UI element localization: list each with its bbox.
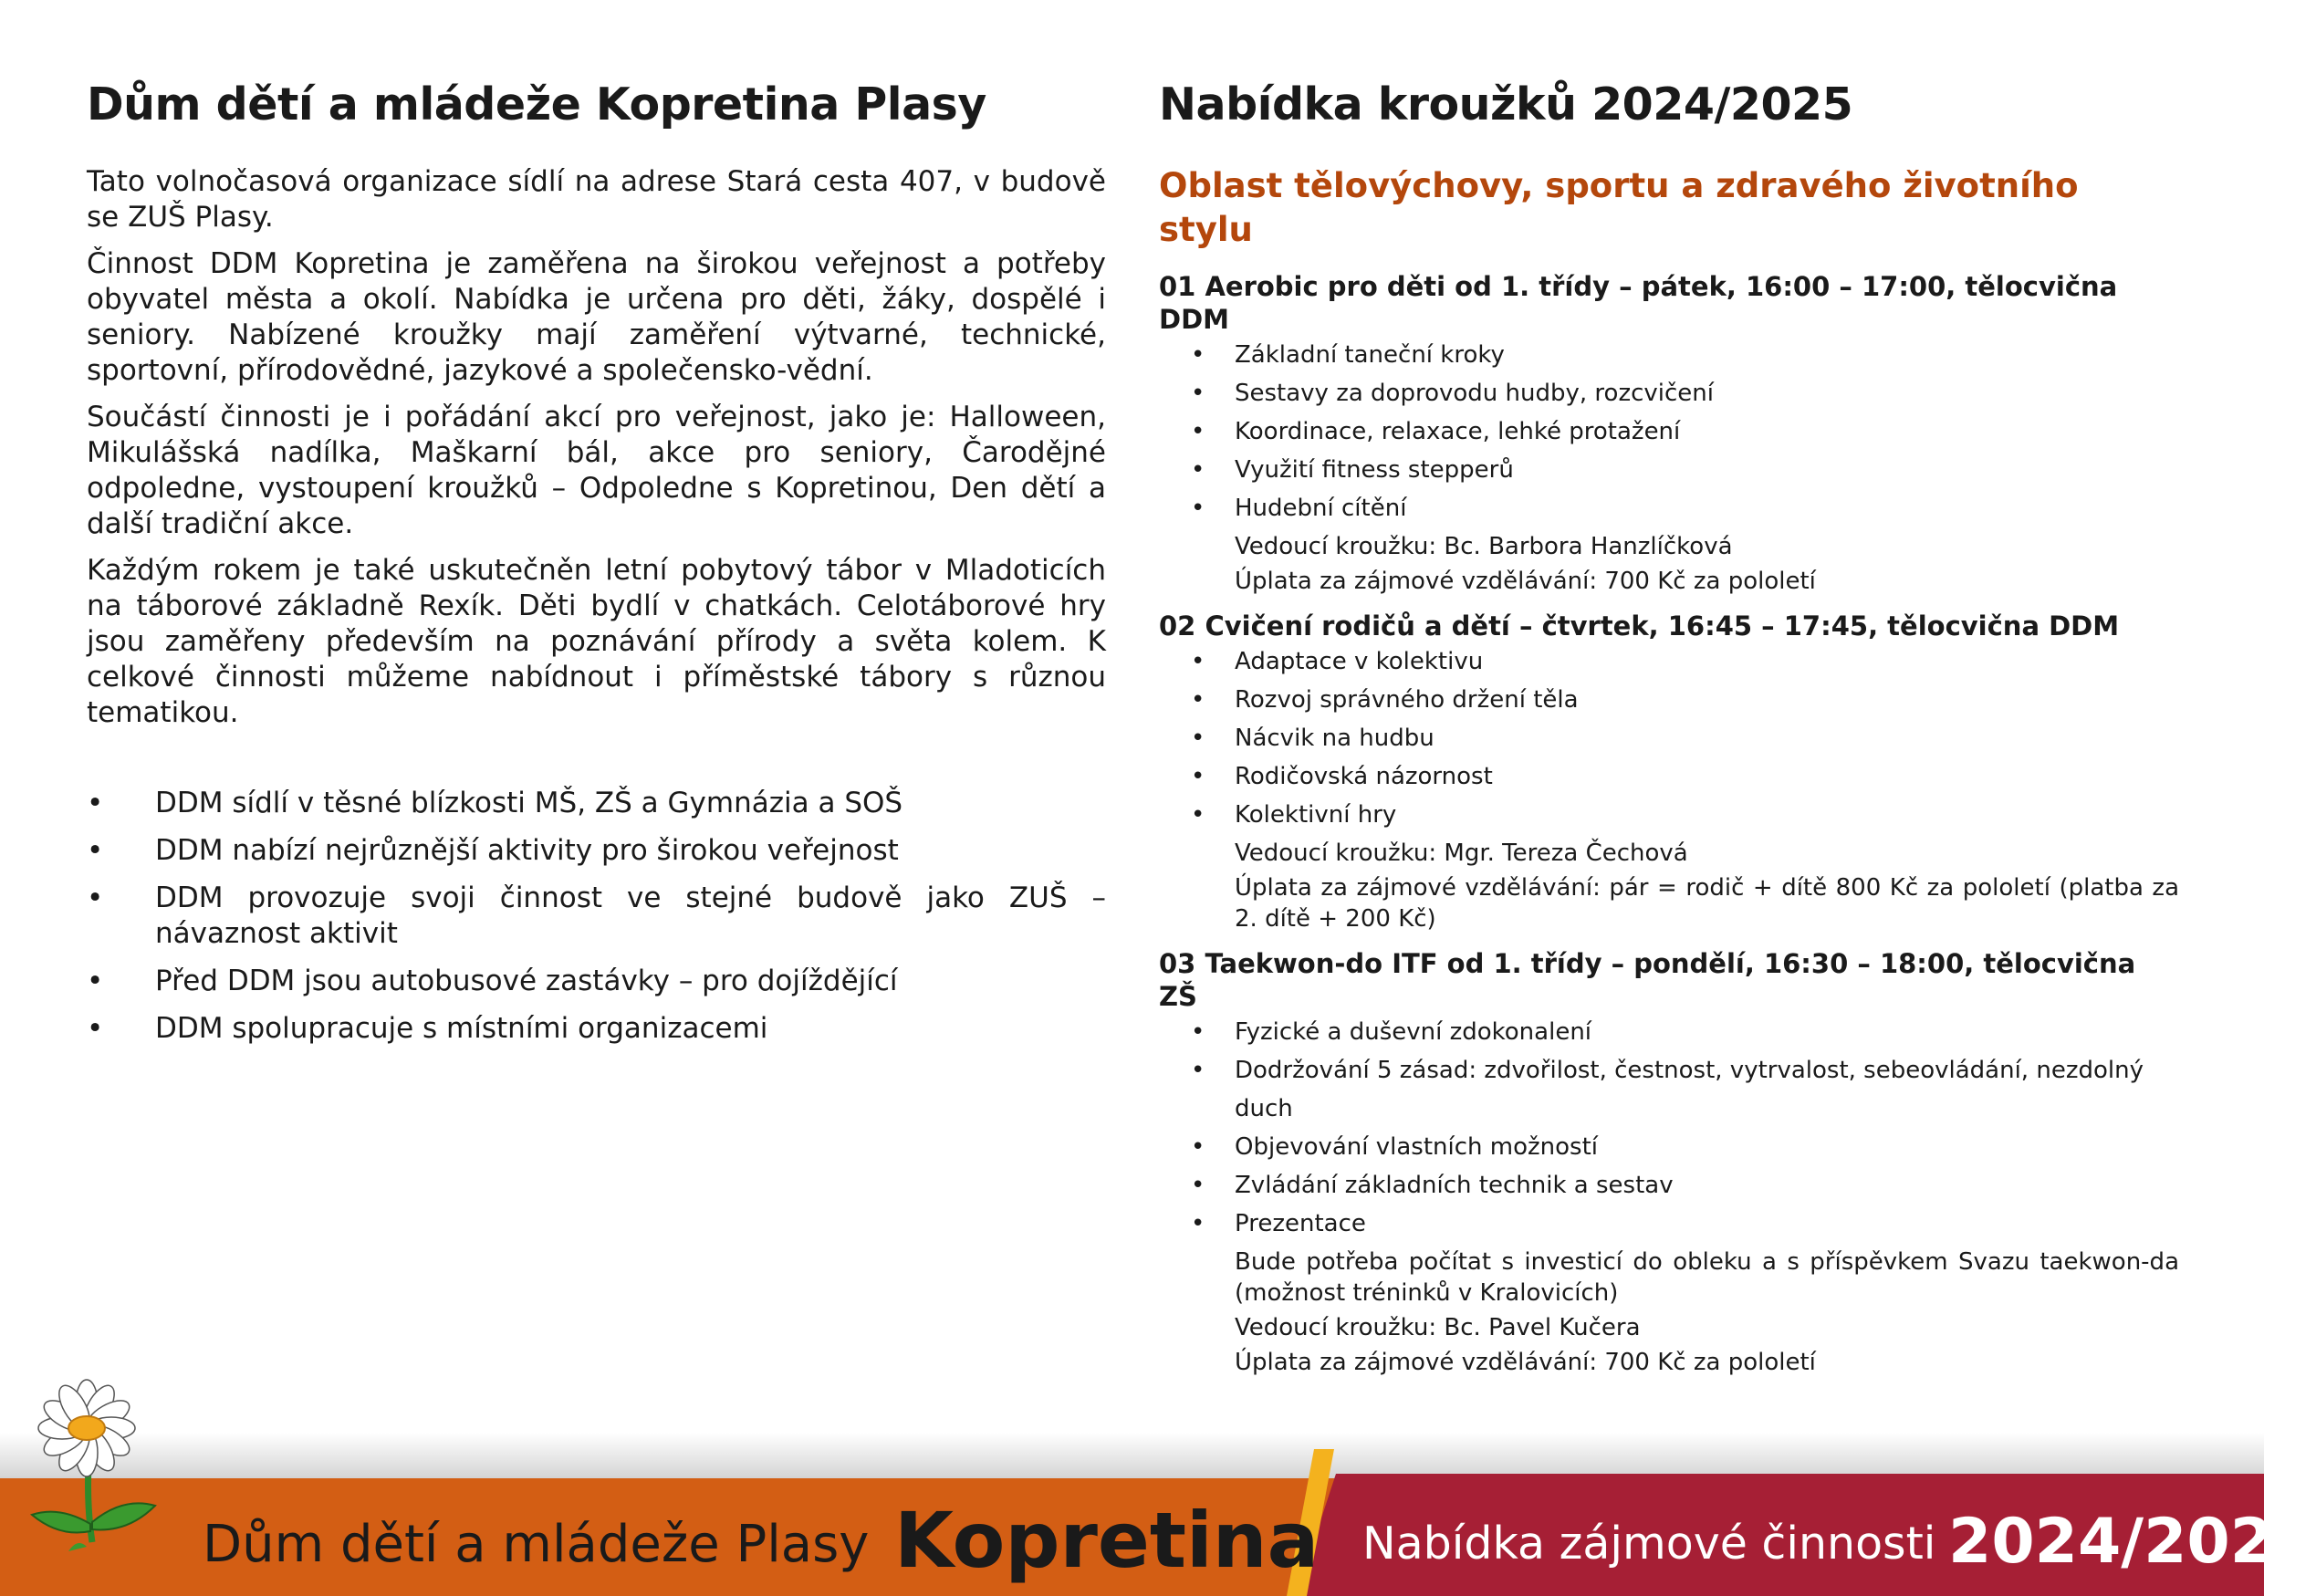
offer-title: Nabídka kroužků 2024/2025 [1159, 78, 1853, 130]
course-item: • Objevování vlastních možností [1191, 1128, 2179, 1166]
course-item: • Zvládání základních technik a sestav [1191, 1166, 2179, 1205]
course-item: • Prezentace [1191, 1205, 2179, 1243]
course-item: • Rodičovská názornost [1191, 757, 2179, 796]
course-fee: Úplata za zájmové vzdělávání: 700 Kč za pololetí [1235, 568, 1816, 595]
course-item: • Rozvoj správného držení těla [1191, 681, 2179, 719]
feature-item: • Před DDM jsou autobusové zastávky – pro dojíždějící [87, 964, 1106, 999]
course-item: • Fyzické a duševní zdokonalení [1191, 1013, 2179, 1051]
course-leader: Vedoucí kroužku: Bc. Barbora Hanzlíčková [1235, 533, 1733, 560]
course-heading: 02 Cvičení rodičů a dětí – čtvrtek, 16:45 – 17:45, tělocvična DDM [1159, 610, 2120, 642]
feature-item: • DDM spolupracuje s místními organizacemi [87, 1011, 1106, 1047]
course-heading: 03 Taekwon-do ITF od 1. třídy – pondělí, 16:30 – 18:00, tělocvična ZŠ [1159, 948, 2136, 1012]
feature-list [87, 786, 1106, 1047]
feature-item: • DDM sídlí v těsné blízkosti MŠ, ZŠ a Gymnázia a SOŠ [87, 786, 1106, 821]
footer-year: 2024/2025 [1948, 1506, 2316, 1578]
course-02 [1159, 610, 2179, 934]
course-leader: Vedoucí kroužku: Bc. Pavel Kučera [1235, 1314, 1641, 1341]
course-item: • Koordinace, relaxace, lehké protažení [1191, 412, 2179, 451]
feature-item: • DDM nabízí nejrůznější aktivity pro širokou veřejnost [87, 833, 1106, 869]
course-item: • Nácvik na hudbu [1191, 719, 2179, 757]
intro-paragraph: Součástí činnosti je i pořádání akcí pro veřejnost, jako je: Halloween, Mikulášská nadílka, Maškarní bál, akce pro seniory, Čarodějné odpoledne, vystoupení kroužků – Odpoledne s Kopretinou, Den dětí a další tradiční akce. [87, 401, 1106, 540]
course-leader: Vedoucí kroužku: Mgr. Tereza Čechová [1235, 840, 1688, 867]
footer-organization-name: Dům dětí a mládeže Plasy [203, 1515, 870, 1574]
daisy-flower-icon [14, 1378, 160, 1560]
course-item: • Adaptace v kolektivu [1191, 642, 2179, 681]
intro-paragraph: Tato volnočasová organizace sídlí na adrese Stará cesta 407, v budově se ZUŠ Plasy. [87, 165, 1106, 234]
course-items [1159, 336, 2179, 527]
course-item: • Dodržování 5 zásad: zdvořilost, čestnost, vytrvalost, sebeovládání, nezdolný duch [1191, 1051, 2179, 1128]
course-items [1159, 642, 2179, 834]
intro-column [87, 73, 1106, 1059]
course-note: Bude potřeba počítat s investicí do obleku a s příspěvkem Svazu taekwon-da (možnost tréninků v Kralovicích) [1235, 1248, 2179, 1307]
course-item: • Kolektivní hry [1191, 796, 2179, 834]
intro-paragraph: Každým rokem je také uskutečněn letní pobytový tábor v Mladoticích na táborové základně Rexík. Děti bydlí v chatkách. Celotáborové hry jsou zaměřeny především na poznávání přírody a světa kolem. K celkové činnosti můžeme nabídnout i příměstské tábory s různou tematikou. [87, 554, 1106, 729]
offer-column [1159, 73, 2179, 1391]
course-01 [1159, 270, 2179, 597]
footer-offer-label: Nabídka zájmové činnosti [1362, 1518, 1936, 1570]
course-03 [1159, 947, 2179, 1378]
feature-item: • DDM provozuje svoji činnost ve stejné budově jako ZUŠ – návaznost aktivit [87, 881, 1106, 952]
course-fee: Úplata za zájmové vzdělávání: pár = rodič + dítě 800 Kč za pololetí (platba za 2. dítě + 200 Kč) [1235, 874, 2179, 933]
footer-brand: Kopretina [894, 1496, 1320, 1585]
footer-banner [0, 1433, 2316, 1596]
course-item: • Využití fitness stepperů [1191, 451, 2179, 489]
course-item: • Základní taneční kroky [1191, 336, 2179, 374]
course-fee: Úplata za zájmové vzdělávání: 700 Kč za pololetí [1235, 1349, 1816, 1376]
course-item: • Sestavy za doprovodu hudby, rozcvičení [1191, 374, 2179, 412]
intro-paragraph: Činnost DDM Kopretina je zaměřena na širokou veřejnost a potřeby obyvatel města a okolí. Nabídka je určena pro děti, žáky, dospělé i seniory. Nabízené kroužky mají zaměření výtvarné, technické, sportovní, přírodovědné, jazykové a společensko-vědní. [87, 247, 1106, 387]
footer-fade [0, 1433, 2264, 1478]
course-heading: 01 Aerobic pro děti od 1. třídy – pátek, 16:00 – 17:00, tělocvična DDM [1159, 271, 2118, 335]
page-title: Dům dětí a mládeže Kopretina Plasy [87, 78, 986, 130]
course-items [1159, 1013, 2179, 1243]
course-item: • Hudební cítění [1191, 489, 2179, 527]
area-heading: Oblast tělovýchovy, sportu a zdravého životního stylu [1159, 166, 2079, 249]
